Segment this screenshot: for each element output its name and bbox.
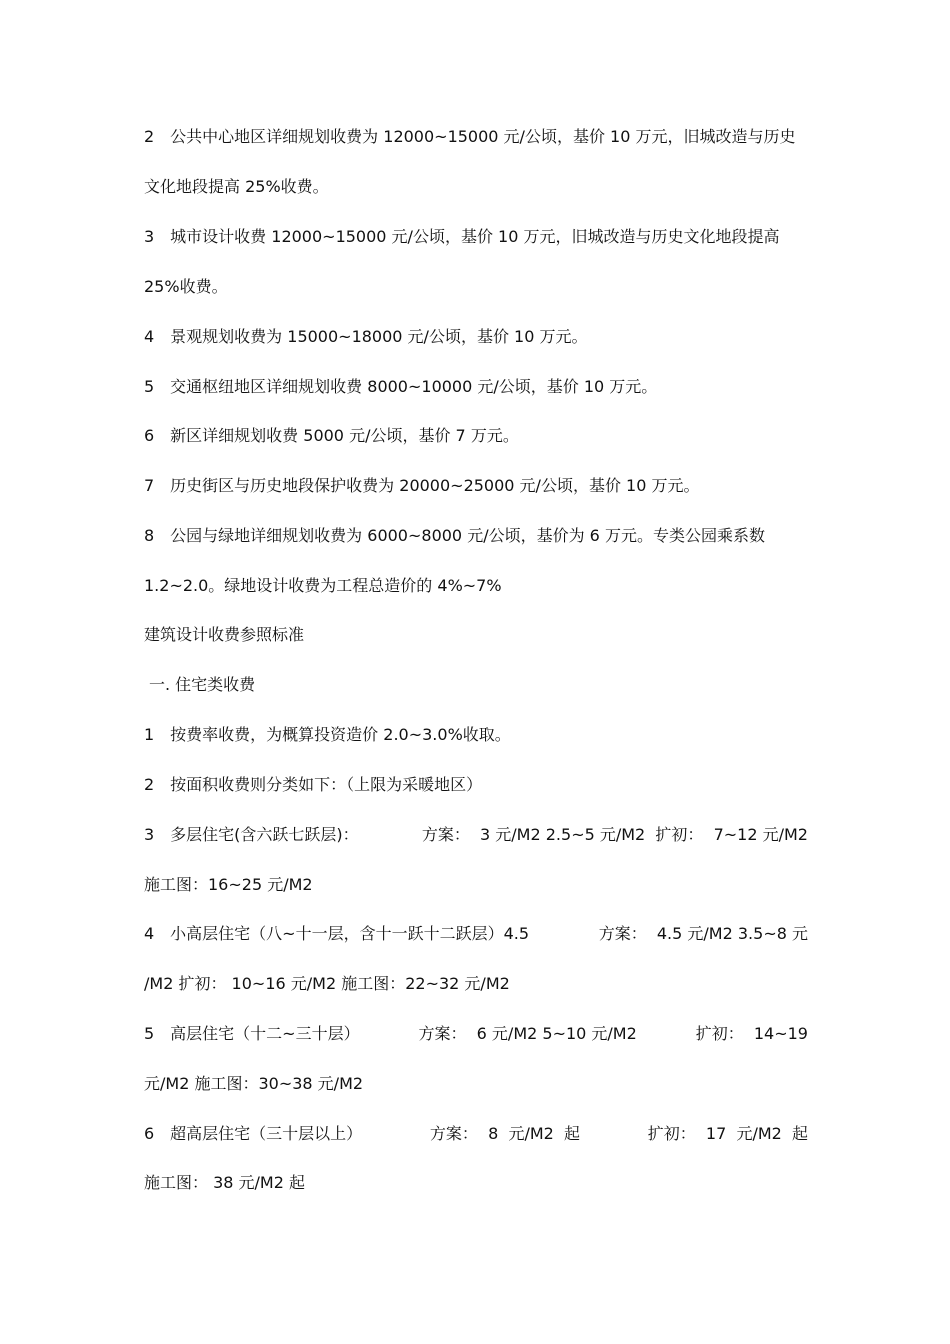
- item-4-rates: 方案： 4.5 元/M2 3.5~8 元: [598, 924, 808, 943]
- item-5-label: 5 高层住宅（十二~三十层）: [144, 1024, 360, 1043]
- paragraph-4: 4 景观规划收费为 15000~18000 元/公顷，基价 10 万元。: [144, 327, 588, 346]
- item-6-label: 6 超高层住宅（三十层以上）: [144, 1124, 363, 1143]
- item-3-rates: 方案： 3 元/M2 2.5~5 元/M2 扩初： 7~12 元/M2: [421, 825, 808, 844]
- subsection-heading: 一. 住宅类收费: [149, 675, 256, 694]
- item-4-line-1: [144, 923, 808, 945]
- item-6-preliminary: 扩初： 17 元/M2 起: [647, 1124, 808, 1143]
- paragraph-3-line-2: 25%收费。: [144, 277, 228, 296]
- paragraph-8-line-2: 1.2~2.0。绿地设计收费为工程总造价的 4%~7%: [144, 576, 502, 595]
- item-6-line-2: 施工图： 38 元/M2 起: [144, 1173, 305, 1192]
- item-4-line-2: /M2 扩初： 10~16 元/M2 施工图：22~32 元/M2: [144, 974, 510, 993]
- item-5-preliminary: 扩初： 14~19: [695, 1024, 808, 1043]
- item-5-scheme: 方案： 6 元/M2 5~10 元/M2: [418, 1024, 637, 1043]
- paragraph-3-line-1: 3 城市设计收费 12000~15000 元/公顷，基价 10 万元，旧城改造与历史文化地段提高: [144, 227, 780, 246]
- paragraph-7: 7 历史街区与历史地段保护收费为 20000~25000 元/公顷，基价 10 万元。: [144, 476, 700, 495]
- item-2: 2 按面积收费则分类如下：（上限为采暖地区）: [144, 775, 483, 794]
- paragraph-5: 5 交通枢纽地区详细规划收费 8000~10000 元/公顷，基价 10 万元。: [144, 377, 658, 396]
- paragraph-2-line-2: 文化地段提高 25%收费。: [144, 177, 329, 196]
- item-5-line-1: [144, 1023, 808, 1045]
- paragraph-2-line-1: 2 公共中心地区详细规划收费为 12000~15000 元/公顷，基价 10 万元，旧城改造与历史: [144, 127, 796, 146]
- paragraph-6: 6 新区详细规划收费 5000 元/公顷，基价 7 万元。: [144, 426, 519, 445]
- paragraph-8-line-1: 8 公园与绿地详细规划收费为 6000~8000 元/公顷，基价为 6 万元。专类公园乘系数: [144, 526, 765, 545]
- item-6-scheme: 方案： 8 元/M2 起: [429, 1124, 580, 1143]
- item-3-line-2: 施工图：16~25 元/M2: [144, 875, 313, 894]
- item-5-line-2: 元/M2 施工图：30~38 元/M2: [144, 1074, 364, 1093]
- item-3-label: 3 多层住宅(含六跃七跃层)：: [144, 825, 359, 844]
- item-3-line-1: [144, 824, 808, 846]
- item-6-line-1: [144, 1123, 808, 1145]
- item-1: 1 按费率收费，为概算投资造价 2.0~3.0%收取。: [144, 725, 511, 744]
- item-4-label: 4 小高层住宅（八~十一层，含十一跃十二跃层）4.5: [144, 924, 530, 943]
- section-heading: 建筑设计收费参照标准: [144, 625, 305, 644]
